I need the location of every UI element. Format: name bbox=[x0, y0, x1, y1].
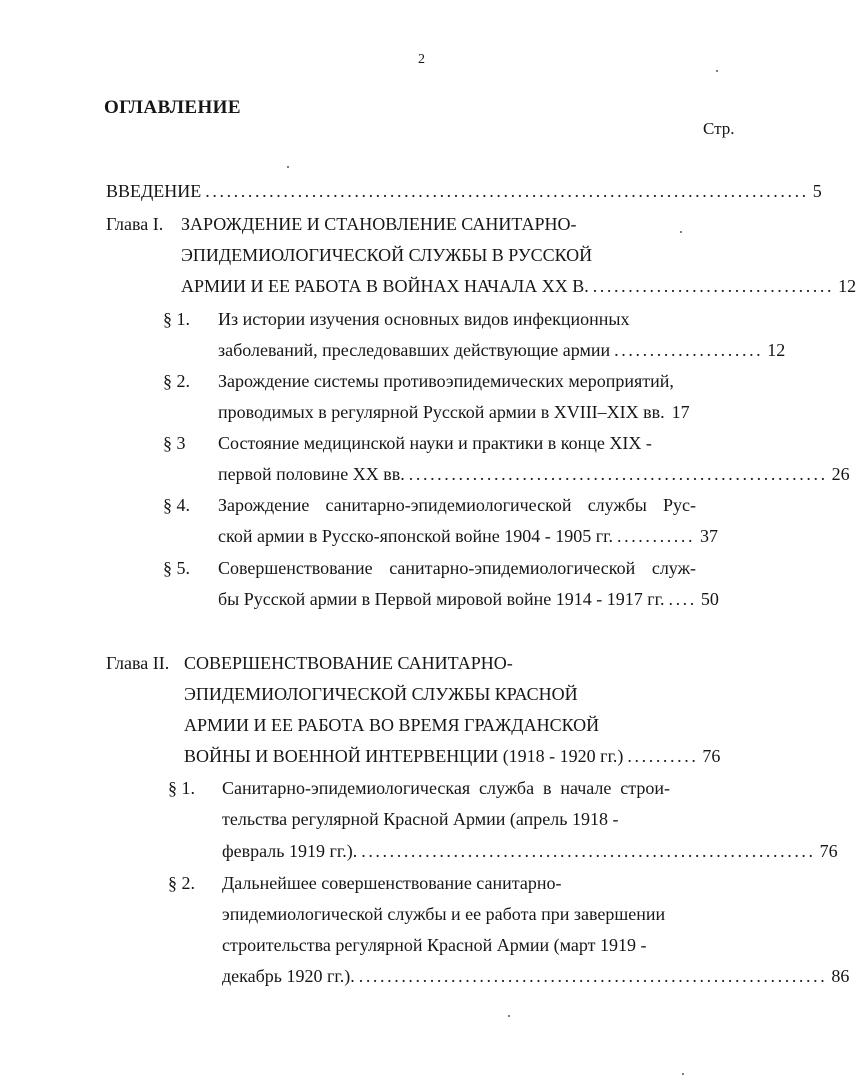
toc-entry-title: ВВЕДЕНИЕ bbox=[106, 181, 202, 201]
scan-speck bbox=[716, 70, 718, 72]
toc-entry-intro[interactable] bbox=[106, 180, 822, 202]
section-1-5-label: § 5. bbox=[163, 558, 190, 578]
chapter-2-title-line-2[interactable]: ЭПИДЕМИОЛОГИЧЕСКОЙ СЛУЖБЫ КРАСНОЙ bbox=[184, 684, 578, 704]
dot-leader: ................................................................ bbox=[361, 841, 816, 861]
section-2-2-line-2[interactable]: эпидемиологической службы и ее работа при завершении bbox=[222, 904, 666, 924]
section-2-1-line-1[interactable]: Санитарно-эпидемиологическая служба в начале строи- bbox=[222, 778, 670, 798]
section-1-1-page: 12 bbox=[767, 340, 786, 360]
section-2-2-line-1[interactable]: Дальнейшее совершенствование санитарно- bbox=[222, 873, 562, 893]
section-1-4-page: 37 bbox=[700, 526, 718, 546]
scan-speck bbox=[680, 231, 682, 233]
section-1-4-line-1[interactable]: Зарождение санитарно-эпидемиологической службы Рус- bbox=[218, 495, 696, 515]
section-1-1-label: § 1. bbox=[163, 309, 190, 329]
section-2-1-line-2[interactable]: тельства регулярной Красной Армии (апрель 1918 - bbox=[222, 809, 619, 829]
dot-leader: ........... bbox=[617, 526, 696, 546]
section-1-3-label: § 3 bbox=[163, 433, 186, 453]
dot-leader: ........................................................... bbox=[408, 464, 828, 484]
section-1-3-line-2[interactable]: первой половине XX вв. ........................................................... 26 bbox=[218, 464, 850, 484]
page-column-label: Стр. bbox=[703, 119, 735, 138]
section-1-3-line-1[interactable]: Состояние медицинской науки и практики в конце XIX - bbox=[218, 433, 652, 453]
section-1-1-line-2[interactable]: заболеваний, преследовавших действующие армии ..................... 12 bbox=[218, 340, 786, 360]
section-2-1-page: 76 bbox=[819, 841, 838, 861]
section-1-2-line-2[interactable]: проводимых в регулярной Русской армии в XVIII–XIX вв. 17 bbox=[218, 402, 690, 422]
section-1-2-line-1[interactable]: Зарождение системы противоэпидемических мероприятий, bbox=[218, 371, 674, 391]
section-2-2-line-4[interactable]: декабрь 1920 гг.). .................................................................. 86 bbox=[222, 966, 850, 986]
toc-heading: ОГЛАВЛЕНИЕ bbox=[104, 97, 241, 118]
chapter-1-page: 12 bbox=[838, 276, 856, 296]
toc-entry-page: 5 bbox=[812, 181, 822, 201]
chapter-1-title-line-3[interactable]: АРМИИ И ЕЕ РАБОТА В ВОЙНАХ НАЧАЛА XX В. .................................. 12 bbox=[181, 276, 856, 296]
chapter-2-title-line-4[interactable]: ВОЙНЫ И ВОЕННОЙ ИНТЕРВЕНЦИИ (1918 - 1920 гг.) .......... 76 bbox=[184, 746, 721, 766]
section-1-2-page: 17 bbox=[671, 402, 690, 422]
chapter-2-title-line-3[interactable]: АРМИИ И ЕЕ РАБОТА ВО ВРЕМЯ ГРАЖДАНСКОЙ bbox=[184, 715, 600, 735]
scan-speck bbox=[682, 1073, 684, 1075]
chapter-2-page: 76 bbox=[702, 746, 721, 766]
section-2-1-label: § 1. bbox=[168, 778, 195, 798]
section-2-2-label: § 2. bbox=[168, 873, 195, 893]
dot-leader: .... bbox=[668, 589, 697, 609]
chapter-2-label: Глава II. bbox=[106, 653, 170, 673]
chapter-1-title-line-2[interactable]: ЭПИДЕМИОЛОГИЧЕСКОЙ СЛУЖБЫ В РУССКОЙ bbox=[181, 245, 593, 265]
chapter-1-title-line-1[interactable]: ЗАРОЖДЕНИЕ И СТАНОВЛЕНИЕ САНИТАРНО- bbox=[181, 214, 577, 234]
scan-speck bbox=[287, 166, 289, 168]
dot-leader: .................................................................. bbox=[358, 966, 828, 986]
section-1-1-line-1[interactable]: Из истории изучения основных видов инфекционных bbox=[218, 309, 630, 329]
dot-leader: ..................... bbox=[614, 340, 764, 360]
section-1-5-line-1[interactable]: Совершенствование санитарно-эпидемиологической служ- bbox=[218, 558, 696, 578]
section-1-2-label: § 2. bbox=[163, 371, 190, 391]
dot-leader: ..................................................................................... bbox=[205, 181, 809, 201]
section-2-2-line-3[interactable]: строительства регулярной Красной Армии (март 1919 - bbox=[222, 935, 647, 955]
section-1-5-page: 50 bbox=[700, 589, 719, 609]
section-2-1-line-3[interactable]: февраль 1919 гг.). ................................................................ 76 bbox=[222, 841, 838, 861]
scan-speck bbox=[508, 1015, 510, 1017]
section-1-4-line-2[interactable]: ской армии в Русско-японской войне 1904 - 1905 гг. ........... 37 bbox=[218, 526, 718, 546]
page-number: 2 bbox=[418, 52, 425, 67]
section-1-3-page: 26 bbox=[831, 464, 850, 484]
section-1-4-label: § 4. bbox=[163, 495, 190, 515]
chapter-1-label: Глава I. bbox=[106, 214, 164, 234]
section-1-5-line-2[interactable]: бы Русской армии в Первой мировой войне 1914 - 1917 гг. .... 50 bbox=[218, 589, 719, 609]
dot-leader: .......... bbox=[627, 746, 699, 766]
chapter-2-title-line-1[interactable]: СОВЕРШЕНСТВОВАНИЕ САНИТАРНО- bbox=[184, 653, 513, 673]
dot-leader: .................................. bbox=[592, 276, 835, 296]
section-2-2-page: 86 bbox=[831, 966, 850, 986]
